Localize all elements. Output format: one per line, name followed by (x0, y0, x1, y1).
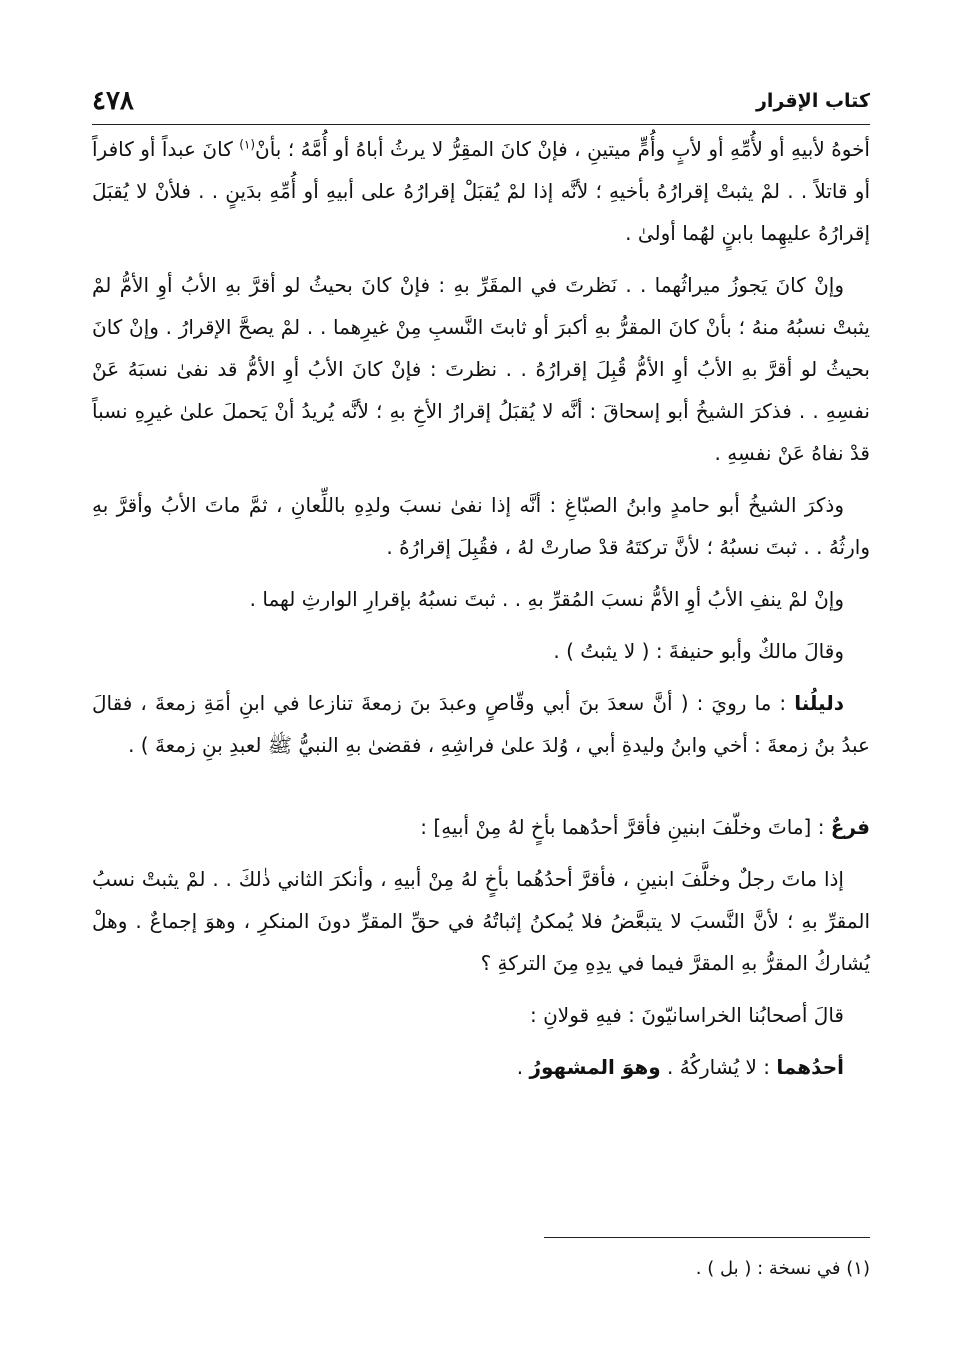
first-opinion-end: . (516, 1055, 530, 1079)
paragraph-5: وقالَ مالكٌ وأبو حنيفةَ : ( لا يثبتُ ) . (553, 639, 844, 663)
paragraph-6 (92, 682, 870, 766)
paragraph-2: وإنْ كانَ يَجوزُ ميراثُهما . . نَظرتَ في المقَرِّ بهِ : فإنْ كانَ بحيثُ لو أقرَّ بهِ الأبُ أوِ الأمُّ لمْ يثبتْ نسبُهُ منهُ ؛ بأنْ كانَ المقرُّ بهِ أكبرَ أو ثابتَ النَّسبِ مِنْ غيرِهما . . لمْ يصحَّ الإقرارُ . وإنْ كانَ بحيثُ لو أقرَّ بهِ الأبُ أوِ الأمُّ قُبِلَ إقرارُهُ . . نظرتَ : فإنْ كانَ الأبُ أوِ الأمُّ قد نفىٰ نسبَهُ عَنْ نفسِهِ . . فذكرَ الشيخُ أبو إسحاقَ : أنَّه لا يُقبَلُ إقرارُ الأخِ بهِ ؛ لأنَّه يُريدُ أنْ يَحملَ علىٰ غيرِهِ نسباً قدْ نفاهُ عَنْ نفسِهِ . (92, 273, 870, 465)
page-number: ٤٧٨ (92, 86, 134, 116)
footnote (696, 1258, 870, 1279)
paragraph-1-text-b: كانَ عبداً أو كافراً أو قاتلاً . . لمْ يثبتْ إقرارُهُ بأخيهِ ؛ لأنَّه إذا لمْ يُقبَلْ إقرارُهُ على أبيهِ أو أُمِّهِ بدَينٍ . . فلأنْ لا يُقبَلَ إقرارُهُ عليهِما بابنٍ لهُما أولىٰ . (92, 137, 870, 245)
paragraph-1 (92, 128, 870, 254)
paragraph-8: إذا ماتَ رجلٌ وخلَّفَ ابنينِ ، فأقرَّ أحدُهُما بأخٍ لهُ مِنْ أبيهِ ، وأنكرَ الثاني ذٰلكَ . . لمْ يثبتْ نسبُ المقرِّ بهِ ؛ لأنَّ النَّسبَ لا يتبعَّضُ فلا يُمكنُ إثباتُهُ في حقِّ المقرِّ دونَ المنكرِ ، وهوَ إجماعٌ . وهلْ يُشاركُ المقرُّ بهِ المقرَّ فيما في يدِهِ مِنَ التركةِ ؟ (92, 867, 870, 975)
paragraph-1-text-a: أخوهُ لأبيهِ أو لأُمِّهِ أو لأبٍ وأُمٍّ ميتينِ ، فإنْ كانَ المقِرُّ لا يرثُ أباهُ أو أُمَّهُ ؛ بأنْ (255, 137, 870, 161)
footnote-reference: (١) (239, 137, 256, 152)
evidence-lead: دليلُنا (794, 691, 844, 715)
branch-title: : [ماتَ وخلّفَ ابنينِ فأقرَّ أحدُهما بأخٍ لهُ مِنْ أبيهِ] : (420, 815, 831, 839)
header-rule (92, 124, 870, 125)
paragraph-6-text: : ما رويَ : ( أنَّ سعدَ بنَ أبي وقّاصٍ وعبدَ بنَ زمعةَ تنازعا في ابنِ أمَةِ زمعةَ ، فقالَ عبدُ بنُ زمعةَ : أخي وابنُ وليدةِ أبي ، وُلدَ علىٰ فراشِهِ ، فقضىٰ بهِ النبيُّ ﷺ لعبدِ بنِ زمعةَ ) . (92, 691, 870, 757)
branch-heading (92, 806, 870, 848)
section-gap (92, 776, 870, 806)
footnote-number: (١) (846, 1258, 870, 1279)
first-opinion-text: : لا يُشاركُهُ . (660, 1055, 777, 1079)
paragraph-4: وإنْ لمْ ينفِ الأبُ أوِ الأمُّ نسبَ المُقرِّ بهِ . . ثبتَ نسبُهُ بإقرارِ الوارثِ لهما . (249, 587, 844, 611)
paragraph-3: وذكرَ الشيخُ أبو حامدٍ وابنُ الصبّاغِ : أنَّه إذا نفىٰ نسبَ ولدِهِ باللِّعانِ ، ثمَّ ماتَ الأبُ وأقرَّ بهِ وارثُهُ . . ثبتَ نسبُهُ ؛ لأنَّ تركتَهُ قدْ صارتْ لهُ ، فقُبِلَ إقرارُهُ . (92, 493, 870, 559)
footnote-text: في نسخة : ( بل ) . (695, 1258, 841, 1279)
body-text (92, 128, 870, 1098)
paragraph-10 (92, 1046, 870, 1088)
page-header (92, 86, 870, 122)
branch-label: فرعٌ (830, 815, 870, 839)
well-known-label: وهوَ المشهورُ (529, 1055, 661, 1079)
paragraph-9: قالَ أصحابُنا الخراسانيّونَ : فيهِ قولانِ : (530, 1003, 844, 1027)
running-title: كتاب الإقرار (755, 90, 870, 112)
first-opinion-label: أحدُهما (776, 1055, 844, 1079)
footnote-rule (544, 1237, 870, 1238)
